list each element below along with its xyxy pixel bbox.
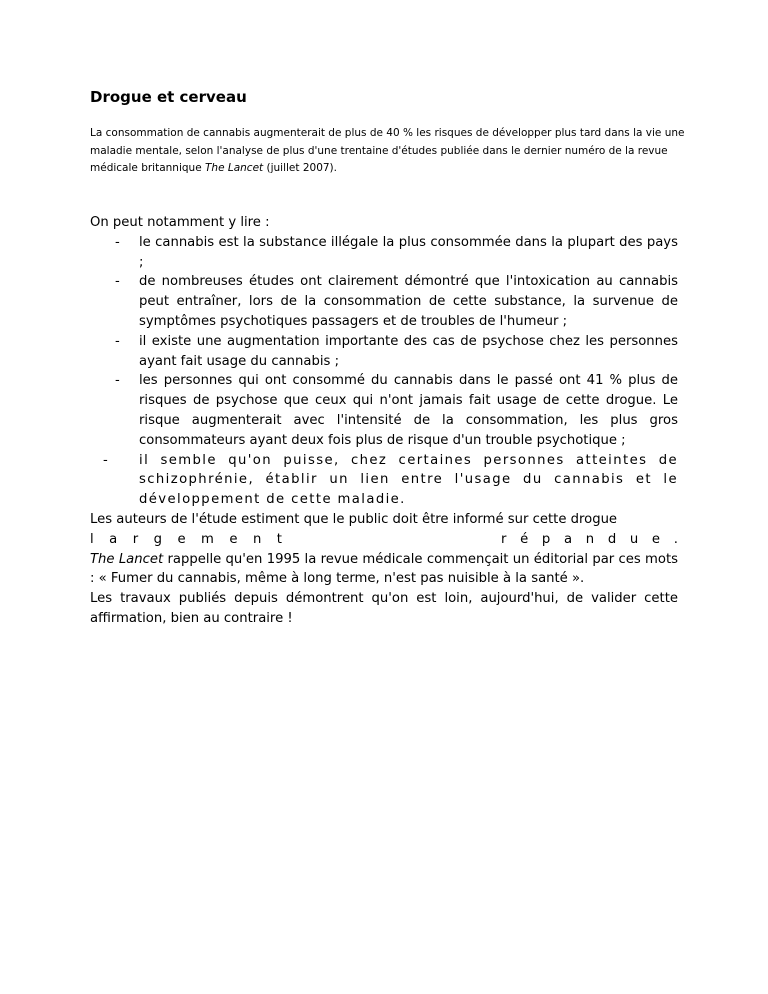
spread-letter: a xyxy=(563,531,573,547)
spread-letter: a xyxy=(109,531,118,547)
bullet-dash: - xyxy=(115,373,120,389)
spread-letter: é xyxy=(520,531,529,547)
intro-text-after: (juillet 2007). xyxy=(263,162,337,174)
bullet-dash: - xyxy=(115,234,120,250)
bullet-dash: - xyxy=(115,333,120,349)
findings-list xyxy=(90,233,678,510)
spread-letter: e xyxy=(229,531,238,547)
bullet-dash: - xyxy=(115,274,120,290)
spread-letter: n xyxy=(585,531,595,547)
intro-paragraph xyxy=(90,125,690,178)
spread-letter: e xyxy=(651,531,661,547)
authors-paragraph: Les auteurs de l'étude estiment que le public doit être informé sur cette drogue xyxy=(90,511,618,527)
spread-letter: m xyxy=(201,531,214,547)
spread-letter: . xyxy=(673,531,678,547)
spread-letter: r xyxy=(132,531,139,547)
spread-letter: e xyxy=(177,531,186,547)
spread-letter: g xyxy=(153,531,162,547)
spread-letter: p xyxy=(541,531,551,547)
spread-letter: r xyxy=(501,531,507,547)
spread-letter: u xyxy=(629,531,639,547)
list-item: - il semble qu'on puisse, chez certaines personnes atteintes de schizophrénie, établir un lien entre l'usage du cannabis et le développement de cette maladie. xyxy=(103,452,678,508)
lead-line: On peut notamment y lire : xyxy=(90,215,270,230)
spread-letter: n xyxy=(252,531,262,547)
lancet-text: rappelle qu'en 1995 la revue médicale commençait un éditorial par ces mots : « Fumer du cannabis, même à long terme, n'est pas nuisible à la santé ». xyxy=(90,551,678,587)
intro-text-before: La consommation de cannabis augmenterait de plus de 40 % les risques de développer plus tard dans la vie une maladie mentale, selon l'analyse de plus d'une trentaine d'études publiée dans le dernier numéro de la revue médicale britannique xyxy=(90,127,685,174)
list-item: - il existe une augmentation importante des cas de psychose chez les personnes ayant fait usage du cannabis ; xyxy=(115,333,678,369)
list-item: - de nombreuses études ont clairement démontré que l'intoxication au cannabis peut entraîner, lors de la consommation de cette substance, la survenue de symptômes psychotiques passagers et de troubles de l'humeur ; xyxy=(115,274,678,329)
spread-word-largement xyxy=(90,530,282,550)
spread-letter: l xyxy=(90,531,94,547)
lancet-paragraph xyxy=(90,550,678,590)
spread-letter: d xyxy=(607,531,617,547)
spread-word-repandue xyxy=(501,530,678,550)
list-item: - les personnes qui ont consommé du cannabis dans le passé ont 41 % plus de risques de psychose que ceux qui n'ont jamais fait usage de cette drogue. Le risque augmenterait avec l'intensité de la consommation, les plus gros consommateurs ayant deux fois plus de risque d'un trouble psychotique ; xyxy=(115,373,678,448)
page-title: Drogue et cerveau xyxy=(90,88,247,106)
spread-letter: t xyxy=(276,531,282,547)
spread-line xyxy=(90,530,678,550)
conclusion-paragraph: Les travaux publiés depuis démontrent qu'on est loin, aujourd'hui, de valider cette affirmation, bien au contraire ! xyxy=(90,591,678,626)
lancet-journal-name: The Lancet xyxy=(90,551,164,567)
article-body xyxy=(90,213,678,629)
list-item: - le cannabis est la substance illégale la plus consommée dans la plupart des pays ; xyxy=(115,234,678,270)
bullet-dash: - xyxy=(103,452,110,468)
intro-journal-name: The Lancet xyxy=(205,162,264,174)
